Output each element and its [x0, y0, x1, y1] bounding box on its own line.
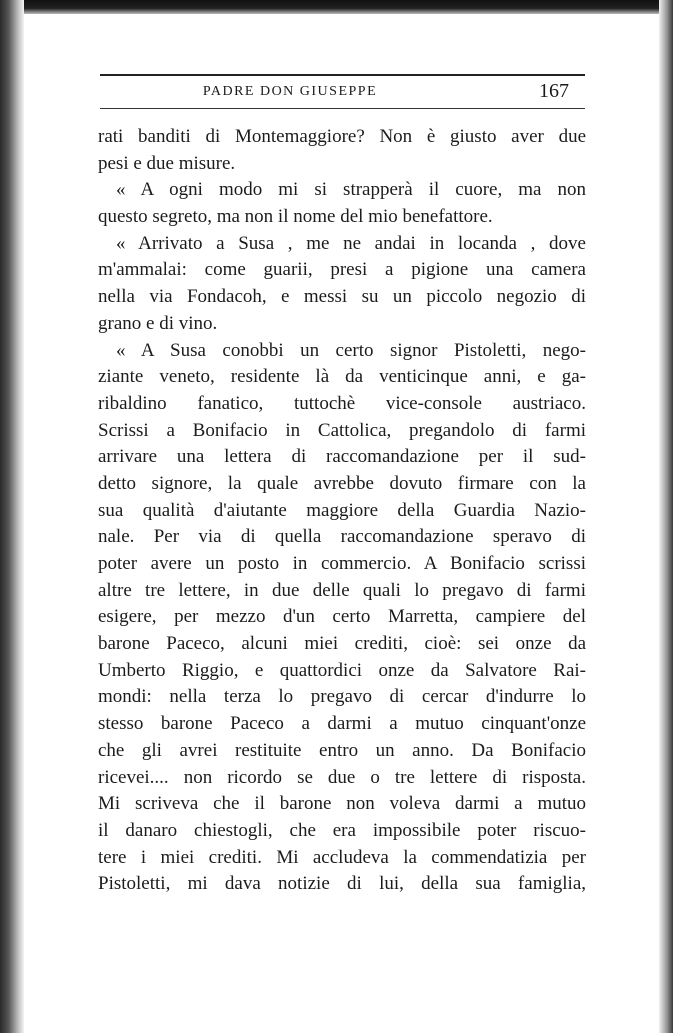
text-line: sua qualità d'aiutante maggiore della Guardia Nazio- — [98, 499, 586, 521]
scan-right-shadow — [659, 0, 673, 1033]
text-line: detto signore, la quale avrebbe dovuto firmare con la — [98, 472, 586, 494]
text-line: stesso barone Paceco a darmi a mutuo cinquant'onze — [98, 713, 586, 735]
text-line: poter avere un posto in commercio. A Bonifacio scrissi — [98, 553, 586, 574]
text-line: nale. Per via di quella raccomandazione speravo di — [98, 526, 586, 548]
text-line: ribaldino fanatico, tuttochè vice-console austriaco. — [98, 392, 586, 414]
text-line: tere i miei crediti. Mi accludeva la commendatizia per — [98, 846, 586, 868]
text-line: Pistoletti, mi dava notizie di lui, della sua famiglia, — [98, 873, 586, 895]
text-line: Scrissi a Bonifacio in Cattolica, pregandolo di farmi — [98, 419, 586, 441]
text-line: barone Paceco, alcuni miei crediti, cioè: sei onze da — [98, 633, 586, 655]
text-line: arrivare una lettera di raccomandazione per il sud- — [98, 446, 586, 468]
text-line: « A ogni modo mi si strapperà il cuore, ma non — [116, 179, 586, 201]
running-header — [100, 74, 585, 110]
text-line: « Arrivato a Susa , me ne andai in locanda , dove — [116, 232, 586, 254]
header-rule-top — [100, 74, 585, 76]
text-line: altre tre lettere, in due delle quali lo pregavo di farmi — [98, 579, 586, 601]
text-line: ziante veneto, residente là da venticinque anni, e ga- — [98, 366, 586, 388]
text-line: Mi scriveva che il barone non voleva darmi a mutuo — [98, 793, 586, 815]
text-line: pesi e due misure. — [98, 152, 236, 174]
scan-left-shadow — [0, 0, 24, 1033]
text-line: esigere, per mezzo d'un certo Marretta, campiere del — [98, 606, 586, 628]
body-text — [98, 124, 586, 898]
text-line: m'ammalai: come guarii, presi a pigione una camera — [98, 259, 586, 281]
text-line: grano e di vino. — [98, 312, 218, 334]
text-line: rati banditi di Montemaggiore? Non è giusto aver due — [98, 126, 586, 147]
text-line: « A Susa conobbi un certo signor Pistoletti, nego- — [116, 339, 586, 361]
page-number: 167 — [539, 80, 569, 102]
scan-top-shadow — [0, 0, 673, 14]
text-line: nella via Fondacoh, e messi su un piccolo negozio di — [98, 286, 586, 308]
text-line: che gli avrei restituite entro un anno. Da Bonifacio — [98, 739, 586, 761]
running-title: PADRE DON GIUSEPPE — [202, 84, 378, 99]
text-line: il danaro chiestogli, che era impossibile poter riscuo- — [98, 819, 586, 841]
text-line: Umberto Riggio, e quattordici onze da Salvatore Rai- — [98, 659, 586, 681]
text-line: questo segreto, ma non il nome del mio benefattore. — [98, 206, 493, 228]
text-line: mondi: nella terza lo pregavo di cercar d'indurre lo — [98, 686, 586, 708]
text-line: ricevei.... non ricordo se due o tre lettere di risposta. — [98, 766, 586, 788]
header-rule-bottom — [100, 108, 585, 109]
